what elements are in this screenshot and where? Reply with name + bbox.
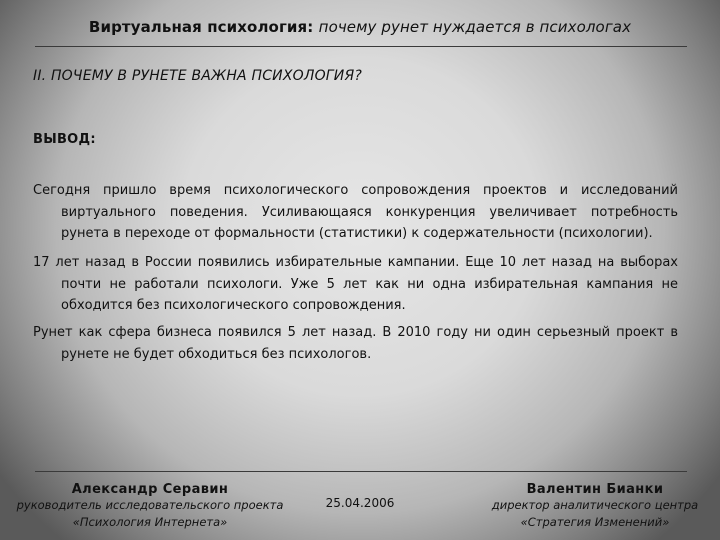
author-organization: «Стратегия Изменений» [520, 515, 670, 529]
author-role [470, 497, 720, 531]
page-title [0, 18, 720, 36]
paragraph: Сегодня пришло время психологического сопровождения проектов и исследований виртуального поведения. Усиливающаяся конкуренция увеличивает потребность рунета в переходе от формальности (статистики) к содержательности (психологии). [33, 183, 678, 241]
author-project: «Психология Интернета» [72, 515, 228, 529]
author-signature-right [470, 482, 720, 531]
author-role-line: директор аналитического центра [491, 498, 699, 512]
paragraph: Рунет как сфера бизнеса появился 5 лет назад. В 2010 году ни один серьезный проект в рунете не будет обходиться без психологов. [33, 325, 678, 362]
title-main: Виртуальная психология: [88, 18, 314, 36]
author-name: Валентин Бианки [526, 482, 664, 497]
section-heading: II. ПОЧЕМУ В РУНЕТЕ ВАЖНА ПСИХОЛОГИЯ? [33, 68, 363, 84]
document-date: 25.04.2006 [325, 496, 395, 510]
author-signature-left [0, 482, 300, 531]
conclusion-label: ВЫВОД: [33, 132, 96, 147]
author-name: Александр Серавин [71, 482, 229, 497]
top-divider [35, 46, 687, 47]
paragraph: 17 лет назад в России появились избирательные кампании. Еще 10 лет назад на выборах почти не работали психологи. Уже 5 лет как ни одна избирательная кампания не обходится без психологического сопровождения. [33, 255, 678, 313]
bottom-divider [35, 471, 687, 472]
author-role [0, 497, 300, 531]
author-role-line: руководитель исследовательского проекта [16, 498, 284, 512]
title-subtitle: почему рунет нуждается в психологах [318, 18, 632, 36]
